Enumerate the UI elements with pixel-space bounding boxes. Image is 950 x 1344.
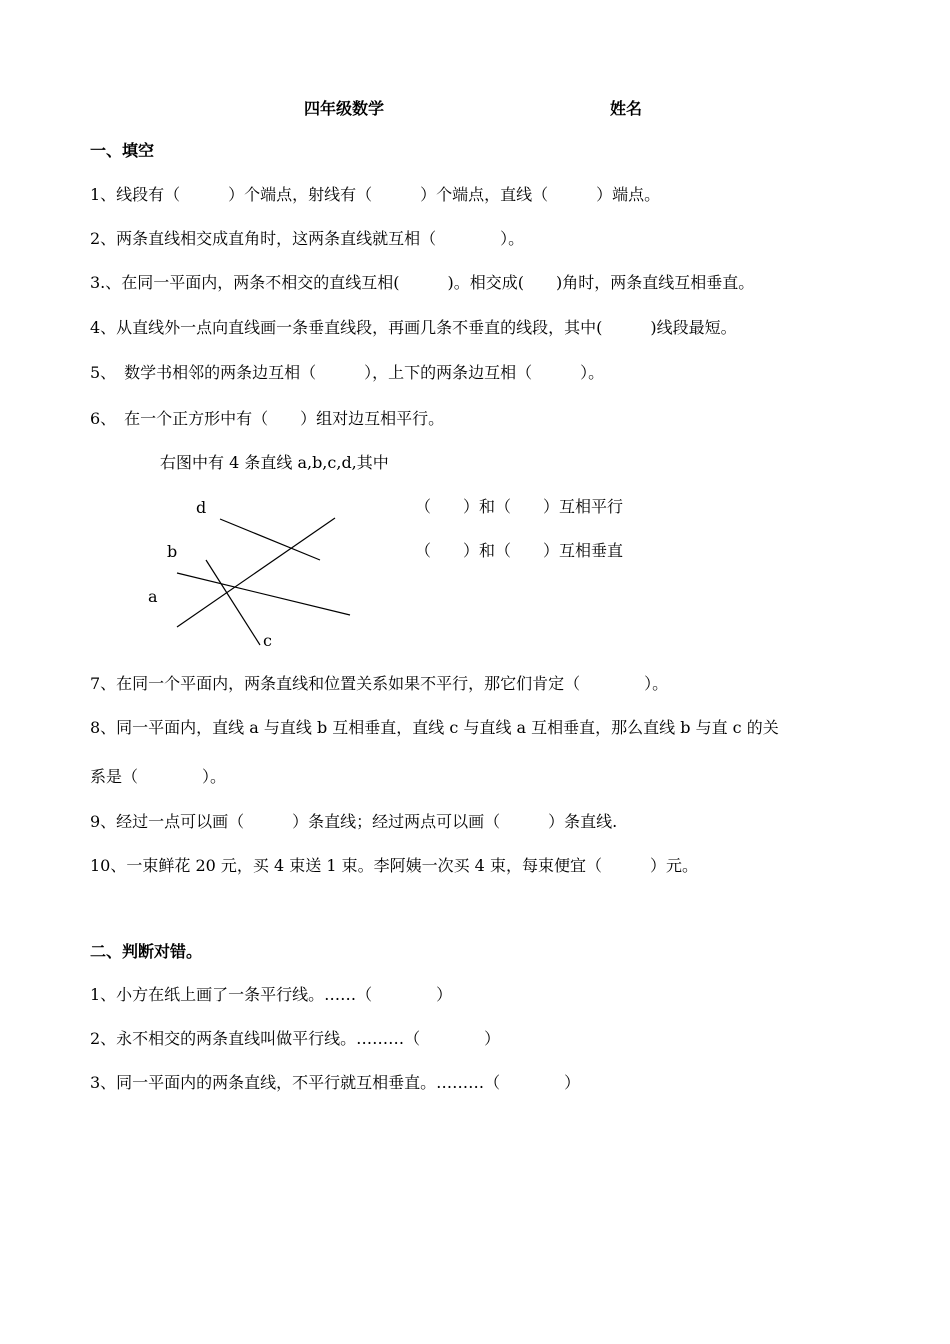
question-5: 5、 数学书相邻的两条边互相（ ），上下的两条边互相（ ）。 — [90, 363, 605, 382]
section1-heading: 一、填空 — [90, 141, 155, 160]
question-3: 3.、在同一平面内，两条不相交的直线互相( )。相交成( )角时，两条直线互相垂直。 — [90, 273, 755, 292]
question-2: 2、两条直线相交成直角时，这两条直线就互相（ ）。 — [90, 229, 525, 248]
judge-3: 3、同一平面内的两条直线，不平行就互相垂直。………（ ） — [90, 1073, 581, 1092]
question-8-line2: 系是（ ）。 — [90, 767, 227, 786]
question-6-perpendicular: （ ）和（ ）互相垂直 — [415, 541, 624, 560]
judge-2: 2、永不相交的两条直线叫做平行线。………（ ） — [90, 1029, 501, 1048]
judge-1: 1、小方在纸上画了一条平行线。……（ ） — [90, 985, 453, 1004]
question-9: 9、经过一点可以画（ ）条直线；经过两点可以画（ ）条直线. — [90, 812, 618, 831]
label-a: a — [148, 587, 158, 606]
question-6-sub: 右图中有 4 条直线 a,b,c,d,其中 — [160, 453, 389, 472]
label-c: c — [263, 631, 272, 650]
question-10: 10、一束鲜花 20 元，买 4 束送 1 束。李阿姨一次买 4 束，每束便宜（ ）元。 — [90, 856, 698, 875]
worksheet-title: 四年级数学 — [304, 99, 385, 118]
question-7: 7、在同一个平面内，两条直线和位置关系如果不平行，那它们肯定（ ）。 — [90, 674, 669, 693]
name-label: 姓名 — [610, 99, 643, 118]
label-b: b — [167, 542, 178, 561]
section2-heading: 二、判断对错。 — [90, 942, 203, 961]
question-6: 6、 在一个正方形中有（ ）组对边互相平行。 — [90, 409, 445, 428]
question-8-line1: 8、同一平面内，直线 a 与直线 b 互相垂直，直线 c 与直线 a 互相垂直，那么直线 b 与直 c 的关 — [90, 718, 779, 737]
lines-figure — [140, 505, 360, 655]
line-c — [206, 560, 260, 645]
question-4: 4、从直线外一点向直线画一条垂直线段，再画几条不垂直的线段，其中( )线段最短。 — [90, 318, 737, 337]
label-d: d — [196, 498, 207, 517]
line-d — [220, 519, 320, 560]
question-1: 1、线段有（ ）个端点，射线有（ ）个端点，直线（ ）端点。 — [90, 185, 661, 204]
question-6-parallel: （ ）和（ ）互相平行 — [415, 497, 624, 516]
